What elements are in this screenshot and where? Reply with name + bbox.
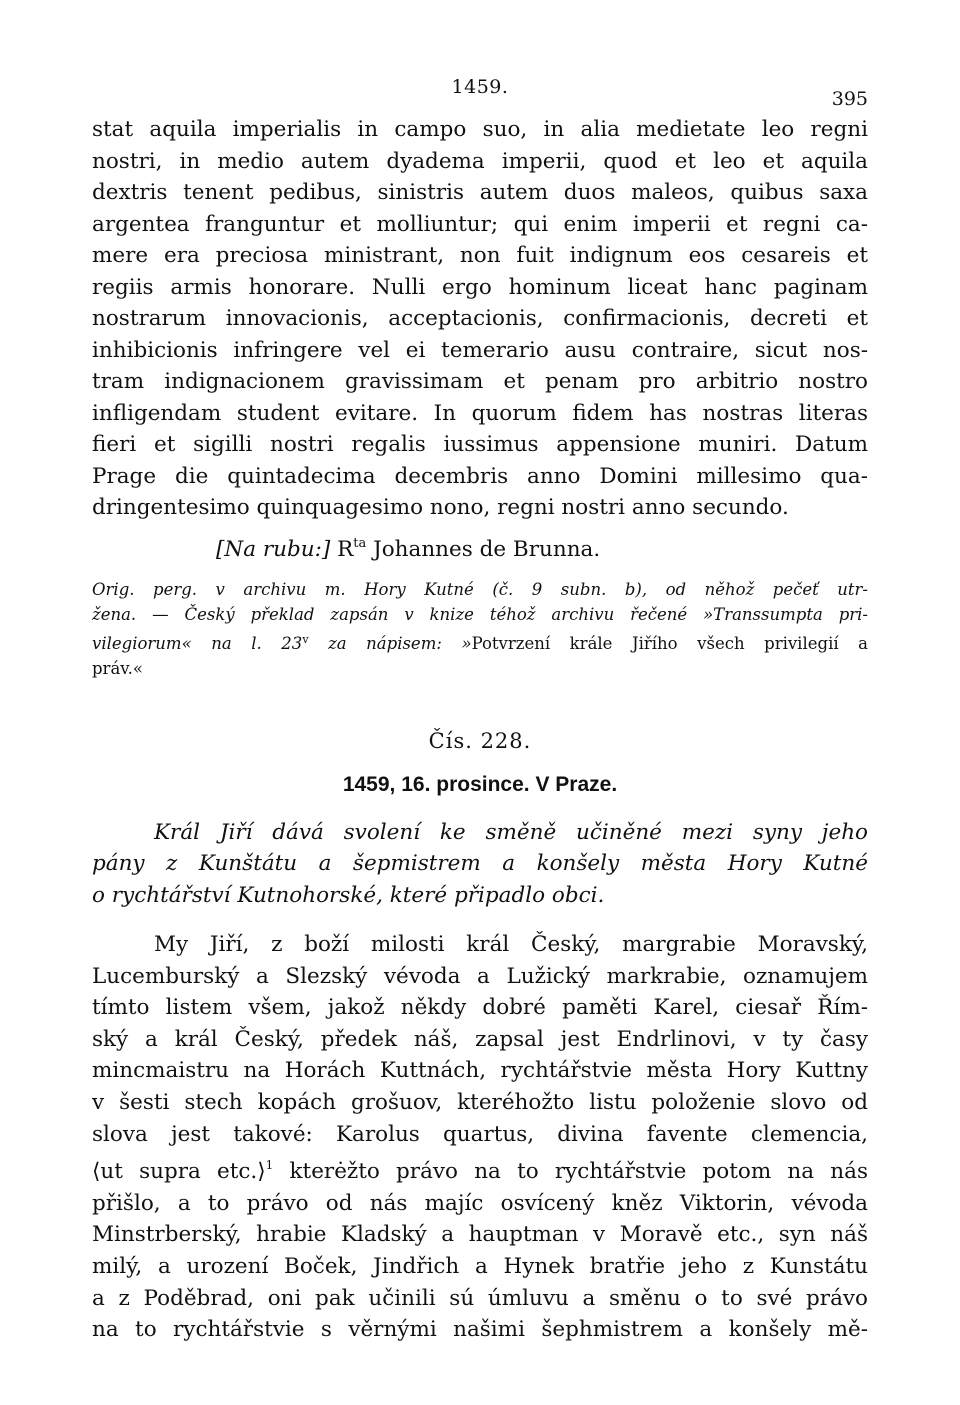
text-line: nostri, in medio autem dyadema imperii, quod et leo et aquila [92,148,868,174]
text-line: dringentesimo quinquagesimo nono, regni nostri anno secundo. [92,495,789,520]
text-line: infligendam student evitare. In quorum fidem has nostras literas [92,400,868,426]
text-line: My Jiří, z boží milosti král Český, margrabie Moravský, [154,932,868,957]
text-line: v šesti stech kopách grošuov, kteréhožto listu položenie slovo od [92,1089,868,1115]
text-line: nostrarum innovacionis, acceptacionis, confirmacionis, decreti et [92,306,868,331]
text-line: inhibicionis infringere vel ei temerario ausu contraire, sicut nos- [92,337,868,363]
signature-prefix: [Na rubu:] [216,536,331,562]
note-line: Orig. perg. v archivu m. Hory Kutné (č. 9 subn. b), od něhož pečeť utr- [92,579,868,599]
text-fragment: ⟨ut supra etc.⟩ [92,1159,266,1185]
latin-charter-text [92,114,868,524]
signature-line [92,528,868,565]
text-line: regiis armis honorare. Nulli ergo hominum liceat hanc paginam [92,274,868,300]
source-note [92,577,868,681]
footnote-marker: 1 [265,1158,274,1173]
note-line [92,627,868,656]
text-line: tímto listem všem, jakož někdy dobré paměti Karel, ciesař Řím- [92,995,868,1021]
note-superscript: v [302,632,309,646]
note-fragment: Potvrzení krále Jiřího všech privilegií a [471,633,869,653]
text-line: Prage die quintadecima decembris anno Domini millesimo qua- [92,463,868,489]
czech-charter-text [92,929,868,1346]
signature-r: R [337,536,354,562]
text-line: tram indignacionem gravissimam et penam pro arbitrio nostro [92,369,868,394]
text-line: milý, a urození Boček, Jindřich a Hynek bratřie jeho z Kunstátu [92,1253,868,1279]
document-page [92,70,868,1346]
text-line: argentea franguntur et molliuntur; qui enim imperii et regni ca- [92,211,868,237]
summary-line: Král Jiří dává svolení ke směně učiněné mezi syny jeho [154,819,868,845]
note-line: práv.« [92,658,143,678]
text-line: na to rychtářstvie s věrnými našimi šephmistrem a konšely mě- [92,1317,868,1343]
summary-line: o rychtářství Kutnohorské, které připadlo obci. [92,882,605,908]
text-line: ský a král Český, předek náš, zapsal jest Endrlinovi, v ty časy [92,1026,868,1052]
running-head-year: 1459. [451,76,509,98]
text-line: Lucemburský a Slezský vévoda a Lužický markrabie, oznamujem [92,963,868,989]
text-line: slova jest takové: Karolus quartus, divina favente clemencia, [92,1121,868,1147]
text-fragment: kterėžto právo na to rychtářstvie potom na nás [273,1159,868,1185]
summary-line: pány z Kunštátu a šepmistrem a konšely města Hory Kutné [92,851,868,876]
signature-name: Johannes de Brunna. [373,536,601,562]
note-line: žena. — Český překlad zapsán v knize téhož archivu řečené »Transsumpta pri- [92,604,868,624]
signature-r-superscript: ta [353,535,367,551]
document-summary [92,817,868,912]
text-line: a z Poděbrad, oni pak učinili sú úmluvu a směnu o to své právo [92,1285,868,1311]
text-line [92,1150,868,1188]
page-header [92,70,868,114]
text-line: mere era preciosa ministrant, non fuit indignum eos cesareis et [92,243,868,268]
note-fragment: za nápisem: » [308,633,472,653]
page-number: 395 [831,88,868,110]
document-date: 1459, 16. prosince. V Praze. [342,772,618,796]
note-fragment: vilegiorum« na l. 23 [92,633,303,653]
text-line: Minstrberský, hrabie Kladský a hauptman v Moravě etc., syn náš [92,1222,868,1248]
text-line: stat aquila imperialis in campo suo, in alia medietate leo regni [92,117,868,142]
text-line: přišlo, a to právo od nás majíc osvícený kněz Viktorin, vévoda [92,1190,868,1216]
text-line: fieri et sigilli nostri regalis iussimus appensione muniri. Datum [92,432,868,457]
text-line: dextris tenent pedibus, sinistris autem duos maleos, quibus saxa [92,180,868,205]
document-number: Čís. 228. [428,728,532,753]
text-line: mincmaistru na Horách Kuttnách, rychtářstvie města Hory Kuttny [92,1058,868,1084]
